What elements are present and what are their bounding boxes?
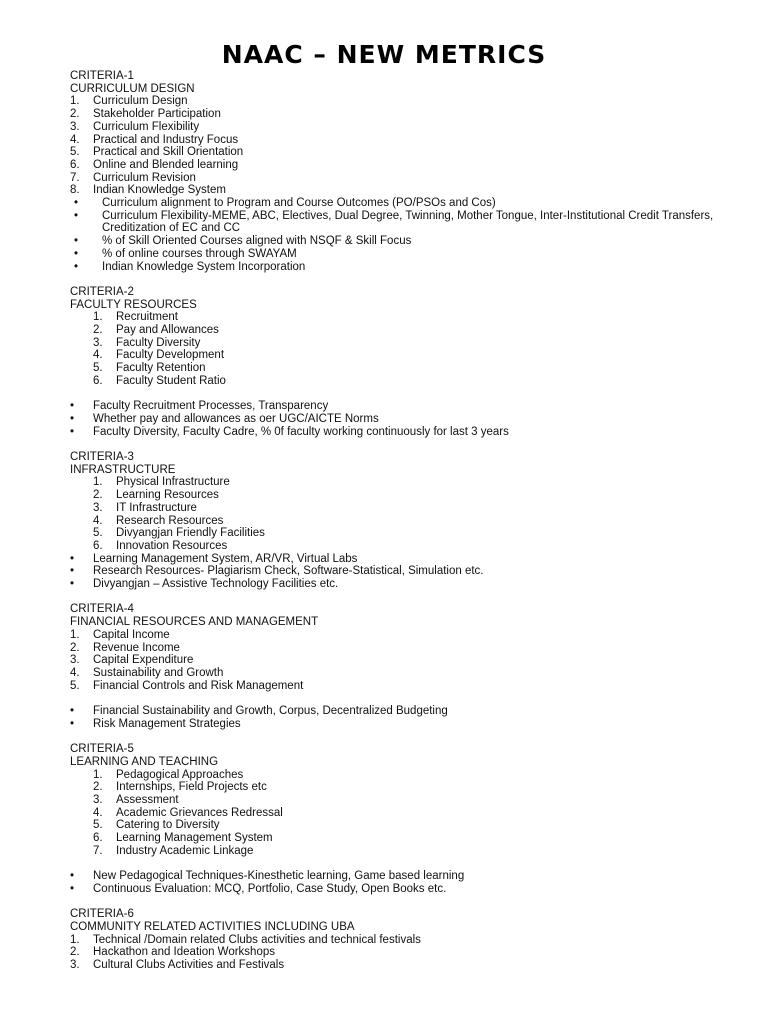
- criteria-2-section: [70, 286, 720, 438]
- item-number: 7.: [93, 844, 103, 857]
- item-text: Research Resources: [116, 514, 224, 527]
- item-text: Revenue Income: [93, 641, 180, 654]
- list-item: [70, 819, 720, 832]
- criteria-heading: FINANCIAL RESOURCES AND MANAGEMENT: [70, 616, 319, 629]
- list-item: [70, 642, 720, 655]
- item-text: Stakeholder Participation: [93, 108, 221, 121]
- item-number: 6.: [70, 158, 80, 171]
- item-number: 1.: [93, 476, 103, 489]
- item-text: Curriculum Design: [93, 95, 188, 108]
- item-number: 5.: [70, 146, 80, 159]
- item-text: Faculty Development: [116, 349, 225, 362]
- item-number: 3.: [70, 120, 80, 133]
- item-number: 1.: [93, 311, 103, 324]
- criteria-1-section: [70, 70, 720, 273]
- bullet-item: [70, 883, 720, 896]
- item-text: Learning Resources: [116, 489, 219, 502]
- bullet-icon: •: [74, 260, 79, 273]
- bullet-item: [70, 426, 720, 439]
- item-text: Catering to Diversity: [116, 819, 220, 832]
- list-item: [70, 934, 720, 947]
- list-item: [70, 769, 720, 782]
- criteria-heading: INFRASTRUCTURE: [70, 463, 176, 476]
- bullet-item: [70, 565, 720, 578]
- item-text: Physical Infrastructure: [116, 476, 230, 489]
- item-text: Indian Knowledge System: [93, 184, 226, 197]
- item-number: 7.: [70, 171, 80, 184]
- bullet-icon: •: [70, 705, 75, 718]
- bullet-text: Risk Management Strategies: [93, 717, 241, 730]
- criteria-label: CRITERIA-4: [70, 603, 134, 616]
- list-item: [70, 667, 720, 680]
- bullet-item: [70, 870, 720, 883]
- list-item: [70, 807, 720, 820]
- item-number: 3.: [93, 793, 103, 806]
- item-text: Faculty Retention: [116, 362, 206, 375]
- item-text: Sustainability and Growth: [93, 666, 224, 679]
- bullet-text: Curriculum alignment to Program and Course Outcomes (PO/PSOs and Cos): [102, 197, 496, 210]
- item-text: Recruitment: [116, 311, 178, 324]
- document-title: NAAC – NEW METRICS: [221, 40, 547, 69]
- list-item: [70, 362, 720, 375]
- list-item: [70, 959, 720, 972]
- list-item: [70, 337, 720, 350]
- bullet-text: Learning Management System, AR/VR, Virtual Labs: [93, 552, 358, 565]
- bullet-text: Faculty Diversity, Faculty Cadre, % 0f faculty working continuously for last 3 years: [93, 425, 509, 438]
- bullet-text: Divyangjan – Assistive Technology Facilities etc.: [93, 578, 339, 591]
- bullet-item: [70, 705, 720, 718]
- item-text: Online and Blended learning: [93, 158, 239, 171]
- list-item: [70, 121, 720, 134]
- item-number: 2.: [70, 108, 80, 121]
- document-body: [70, 70, 720, 972]
- bullet-icon: •: [70, 400, 75, 413]
- item-number: 3.: [70, 654, 80, 667]
- bullet-item: [70, 413, 720, 426]
- bullet-item: [70, 261, 720, 274]
- bullet-text: % of online courses through SWAYAM: [102, 247, 297, 260]
- list-item: [70, 680, 720, 693]
- list-item: [70, 781, 720, 794]
- item-text: Curriculum Flexibility: [93, 120, 200, 133]
- item-text: Internships, Field Projects etc: [116, 781, 267, 794]
- bullet-text: Faculty Recruitment Processes, Transparency: [93, 400, 329, 413]
- bullet-icon: •: [70, 717, 75, 730]
- list-item: [70, 502, 720, 515]
- item-text: Assessment: [116, 793, 179, 806]
- bullet-icon: •: [74, 247, 79, 260]
- item-number: 6.: [93, 539, 103, 552]
- item-text: Capital Expenditure: [93, 654, 194, 667]
- item-number: 4.: [70, 133, 80, 146]
- bullet-text: Whether pay and allowances as oer UGC/AICTE Norms: [93, 412, 379, 425]
- list-item: [70, 146, 720, 159]
- bullet-icon: •: [70, 882, 75, 895]
- bullet-icon: •: [70, 870, 75, 883]
- bullet-icon: •: [70, 565, 75, 578]
- item-text: Cultural Clubs Activities and Festivals: [93, 959, 285, 972]
- criteria-label: CRITERIA-2: [70, 285, 134, 298]
- criteria-label: CRITERIA-5: [70, 743, 134, 756]
- list-item: [70, 349, 720, 362]
- criteria-heading: CURRICULUM DESIGN: [70, 82, 195, 95]
- item-number: 2.: [93, 324, 103, 337]
- item-number: 1.: [70, 933, 80, 946]
- item-number: 6.: [93, 374, 103, 387]
- list-item: [70, 629, 720, 642]
- list-item: [70, 794, 720, 807]
- bullet-icon: •: [70, 578, 75, 591]
- bullet-icon: •: [74, 235, 79, 248]
- list-item: [70, 540, 720, 553]
- list-item: [70, 95, 720, 108]
- bullet-text: % of Skill Oriented Courses aligned with NSQF & Skill Focus: [102, 235, 412, 248]
- item-number: 4.: [70, 666, 80, 679]
- bullet-icon: •: [70, 412, 75, 425]
- bullet-item: [70, 400, 720, 413]
- item-number: 8.: [70, 184, 80, 197]
- list-item: [70, 375, 720, 388]
- bullet-item: [70, 718, 720, 731]
- bullet-item: [70, 578, 720, 591]
- criteria-label: CRITERIA-3: [70, 451, 134, 464]
- list-item: [70, 845, 720, 858]
- item-number: 6.: [93, 832, 103, 845]
- item-text: Financial Controls and Risk Management: [93, 679, 304, 692]
- list-item: [70, 654, 720, 667]
- bullet-text: Continuous Evaluation: MCQ, Portfolio, Case Study, Open Books etc.: [93, 882, 447, 895]
- criteria-4-section: [70, 603, 720, 730]
- item-text: Divyangjan Friendly Facilities: [116, 527, 265, 540]
- item-text: Pay and Allowances: [116, 324, 219, 337]
- item-text: Academic Grievances Redressal: [116, 806, 283, 819]
- item-number: 3.: [93, 336, 103, 349]
- item-number: 1.: [70, 95, 80, 108]
- criteria-heading: COMMUNITY RELATED ACTIVITIES INCLUDING UBA: [70, 920, 355, 933]
- list-item: [70, 108, 720, 121]
- bullet-text: Financial Sustainability and Growth, Corpus, Decentralized Budgeting: [93, 705, 448, 718]
- item-text: Technical /Domain related Clubs activities and technical festivals: [93, 933, 421, 946]
- list-item: [70, 476, 720, 489]
- item-number: 5.: [70, 679, 80, 692]
- item-number: 5.: [93, 362, 103, 375]
- item-number: 3.: [93, 501, 103, 514]
- list-item: [70, 184, 720, 197]
- list-item: [70, 946, 720, 959]
- list-item: [70, 159, 720, 172]
- item-number: 4.: [93, 514, 103, 527]
- item-text: Pedagogical Approaches: [116, 768, 244, 781]
- item-text: Curriculum Revision: [93, 171, 196, 184]
- criteria-6-section: [70, 908, 720, 972]
- list-item: [70, 311, 720, 324]
- list-item: [70, 527, 720, 540]
- criteria-heading: LEARNING AND TEACHING: [70, 755, 219, 768]
- item-text: Hackathon and Ideation Workshops: [93, 946, 275, 959]
- item-number: 5.: [93, 527, 103, 540]
- criteria-5-section: [70, 743, 720, 895]
- criteria-label: CRITERIA-6: [70, 908, 134, 921]
- item-text: Innovation Resources: [116, 539, 228, 552]
- bullet-item: [70, 553, 720, 566]
- bullet-icon: •: [74, 197, 79, 210]
- list-item: [70, 832, 720, 845]
- bullet-text: Curriculum Flexibility-MEME, ABC, Electives, Dual Degree, Twinning, Mother Tongue, Inter-Institutional Credit Transfers, Creditization of EC and CC: [102, 209, 714, 235]
- item-number: 1.: [93, 768, 103, 781]
- item-text: Faculty Student Ratio: [116, 374, 226, 387]
- list-item: [70, 489, 720, 502]
- item-text: Practical and Industry Focus: [93, 133, 239, 146]
- item-text: Faculty Diversity: [116, 336, 201, 349]
- item-text: Learning Management System: [116, 832, 273, 845]
- criteria-label: CRITERIA-1: [70, 70, 134, 82]
- item-number: 4.: [93, 806, 103, 819]
- bullet-text: Indian Knowledge System Incorporation: [102, 260, 306, 273]
- bullet-item: [70, 248, 720, 261]
- bullet-text: Research Resources- Plagiarism Check, Software-Statistical, Simulation etc.: [93, 565, 484, 578]
- bullet-item: [70, 210, 720, 235]
- list-item: [70, 134, 720, 147]
- bullet-icon: •: [70, 425, 75, 438]
- item-text: Practical and Skill Orientation: [93, 146, 244, 159]
- item-text: Capital Income: [93, 628, 170, 641]
- bullet-item: [70, 235, 720, 248]
- bullet-icon: •: [74, 209, 79, 222]
- bullet-icon: •: [70, 552, 75, 565]
- criteria-heading: FACULTY RESOURCES: [70, 298, 197, 311]
- item-number: 2.: [70, 641, 80, 654]
- item-text: IT Infrastructure: [116, 501, 197, 514]
- item-number: 2.: [70, 946, 80, 959]
- bullet-text: New Pedagogical Techniques-Kinesthetic learning, Game based learning: [93, 870, 465, 883]
- item-number: 3.: [70, 959, 80, 972]
- item-text: Industry Academic Linkage: [116, 844, 254, 857]
- item-number: 1.: [70, 628, 80, 641]
- list-item: [70, 515, 720, 528]
- criteria-3-section: [70, 451, 720, 591]
- item-number: 2.: [93, 781, 103, 794]
- item-number: 2.: [93, 489, 103, 502]
- list-item: [70, 324, 720, 337]
- list-item: [70, 172, 720, 185]
- item-number: 4.: [93, 349, 103, 362]
- item-number: 5.: [93, 819, 103, 832]
- bullet-item: [70, 197, 720, 210]
